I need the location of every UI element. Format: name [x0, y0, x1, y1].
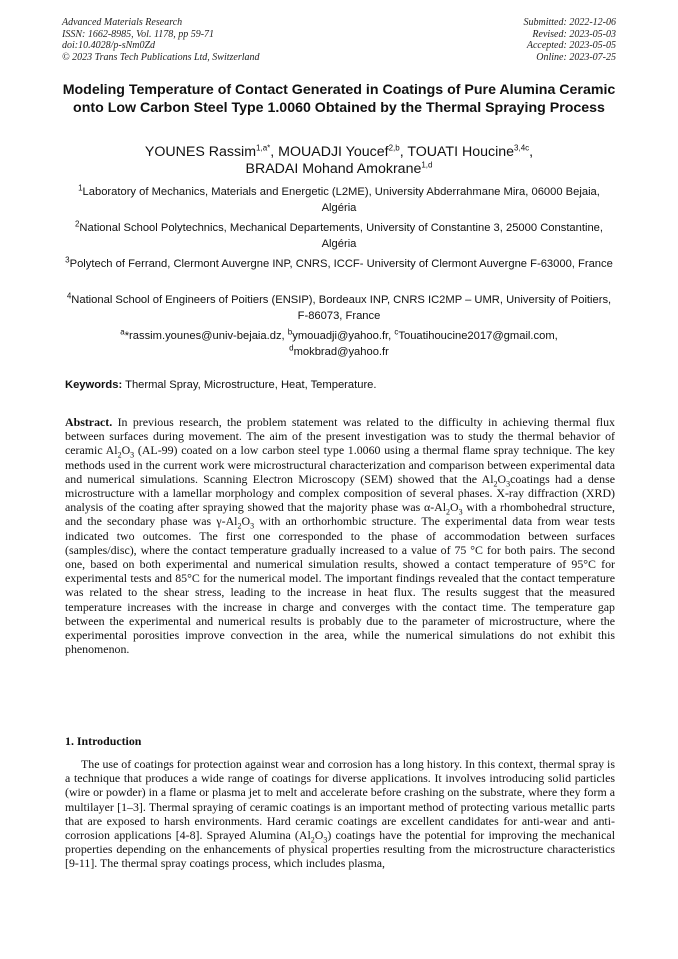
- author-list: [62, 144, 616, 178]
- author-affil-marker: 1,a*: [256, 143, 271, 153]
- affiliation-text: National School Polytechnics, Mechanical Departements, University of Constantine 3, 25000 Constantine, Algéria: [79, 222, 604, 250]
- subscript: 3: [250, 521, 255, 531]
- abstract-text: O: [121, 443, 131, 458]
- subscript: 3: [458, 507, 463, 517]
- journal-name: Advanced Materials Research: [62, 17, 183, 28]
- affiliation-text: Polytech of Ferrand, Clermont Auvergne INP, CNRS, ICCF- University of Clermont Auvergne F-63000, France: [69, 258, 613, 270]
- subscript: 2: [493, 479, 498, 489]
- abstract-text: O: [497, 471, 507, 486]
- date-accepted: Accepted: 2023-05-05: [526, 40, 616, 52]
- affiliation-number: 2: [74, 219, 80, 229]
- abstract-text: O: [450, 500, 459, 515]
- keywords: [65, 378, 615, 392]
- date-submitted: Submitted: 2022-12-06: [523, 17, 616, 28]
- author-separator: ,: [529, 144, 534, 160]
- author-separator: ,: [270, 144, 279, 160]
- body-text: O: [314, 828, 324, 843]
- keywords-label: Keywords:: [65, 379, 123, 391]
- email-link[interactable]: *rassim.younes@univ-bejaia.dz,: [124, 330, 285, 342]
- subscript: 3: [506, 479, 511, 489]
- affiliation-number: 3: [65, 255, 70, 265]
- subscript: 3: [323, 835, 328, 845]
- email-marker: c: [394, 327, 399, 337]
- affiliation-text: National School of Engineers of Poitiers (ENSIP), Bordeaux INP, CNRS IC2MP – UMR, University of Poitiers, F-86073, France: [71, 294, 612, 322]
- body-text: The use of coatings for protection against wear and corrosion has a long history. In this context, thermal spray is a technique that produces a wide range of coatings for diverse applications. It involves introducing solid particles (wire or powder) in a flame or plasma jet to melt and accelerate before crashing on the substrate, where they form a multilayer [1–3]. Thermal spraying of ceramic coatings is an important method of protecting various metallic parts that are exposed to harsh environments. Hard ceramic coatings are excellent candidates for anti-wear and anti-corrosion applications [4-8]. Sprayed Alumina (Al: [65, 757, 615, 843]
- author-name: YOUNES Rassim: [144, 144, 257, 160]
- affiliation-number: 4: [66, 291, 72, 301]
- affiliation-number: 1: [78, 183, 83, 193]
- affiliation-text: Laboratory of Mechanics, Materials and Energetic (L2ME), University Abderrahmane Mira, 06000 Bejaia, Algéria: [82, 186, 600, 214]
- abstract-label: Abstract.: [65, 415, 113, 429]
- date-online: Online: 2023-07-25: [536, 51, 616, 63]
- affiliation: [62, 257, 616, 273]
- author-name: BRADAI Mohand Amokrane: [245, 161, 422, 177]
- author-affil-marker: 1,d: [421, 160, 433, 170]
- subscript: 2: [310, 835, 315, 845]
- email-marker: a: [120, 327, 125, 337]
- journal-header-right: [524, 17, 617, 63]
- abstract-text: O: [241, 514, 251, 529]
- section-heading: 1. Introduction: [65, 734, 142, 748]
- journal-doi: doi:10.4028/p-sNm0Zd: [62, 40, 156, 52]
- introduction-text: [65, 757, 615, 871]
- abstract-text: with a rhombohedral structure, and the secondary phase was γ-Al: [65, 500, 615, 529]
- body-text: ) coatings have the potential for improving the mechanical properties depending on the enhancements of physical properties resulting from the microstructure characteristics [9-11]. The thermal spray coatings process, which includes plasma,: [65, 828, 615, 871]
- journal-copyright: © 2023 Trans Tech Publications Ltd, Switzerland: [62, 51, 260, 63]
- author-name: TOUATI Houcine: [407, 144, 515, 160]
- email-marker: b: [287, 327, 293, 337]
- affiliation: [62, 221, 616, 252]
- journal-header-left: [62, 17, 260, 63]
- keywords-text: Thermal Spray, Microstructure, Heat, Temperature.: [125, 379, 377, 391]
- subscript: 2: [446, 507, 451, 517]
- email-link[interactable]: Touatihoucine2017@gmail.com,: [398, 330, 558, 342]
- author-separator: ,: [399, 144, 408, 160]
- author-emails: [62, 329, 616, 360]
- subscript: 2: [237, 521, 242, 531]
- author-name: MOUADJI Youcef: [278, 144, 389, 160]
- abstract: [65, 415, 615, 656]
- email-marker: d: [289, 342, 294, 352]
- author-affil-marker: 3,4c: [514, 143, 530, 153]
- date-revised: Revised: 2023-05-03: [532, 28, 616, 40]
- abstract-text: with an orthorhombic structure. The experimental data from wear tests indicated two outcomes. The first one corresponded to the phase of accommodation between surfaces (samples/disc), where the contact temperature gradually increased to a value of 75 °C for both pairs. The second one, based on both experimental and numerical simulation results, showed a contact temperature of 95°C for experimental tests and 85°C for the numerical model. The important findings revealed that the contact temperature was related to the shear stress, leading to the increase in heat flux. The results suggest that the measured temperature increases with the increase in charge and converges with the contact time. The temperature gap between the experimental and numerical results is probably due to the parameter of microstructure, where the experimental porosities improve convection in the area, while the numerical simulations do not exhibit this phenomenon.: [65, 514, 615, 657]
- abstract-text: coatings had a dense microstructure with a lamellar morphology and complex composition of several phases. X-ray diffraction (XRD) analysis of the coating after spraying showed that the majority phase was α-Al: [65, 471, 615, 515]
- journal-issn: ISSN: 1662-8985, Vol. 1178, pp 59-71: [62, 28, 215, 40]
- affiliation: [62, 185, 616, 216]
- abstract-text: (AL-99) coated on a low carbon steel type 1.0060 using a thermal flame spray technique. The key methods used in the current work were microstructural characterization and comparison between experimental data and numerical simulations. Scanning Electron Microscopy (SEM) showed that the Al: [65, 443, 615, 486]
- email-link[interactable]: mokbrad@yahoo.fr: [293, 345, 389, 358]
- author-affil-marker: 2,b: [388, 143, 400, 153]
- paper-title: Modeling Temperature of Contact Generated in Coatings of Pure Alumina Ceramic onto Low Carbon Steel Type 1.0060 Obtained by the Thermal Spraying Process: [62, 82, 616, 116]
- affiliation: [62, 293, 616, 324]
- abstract-text: In previous research, the problem statement was related to the difficulty in achieving thermal flux between surfaces during movement. The aim of the present investigation was to study the thermal behavior of ceramic Al: [65, 415, 615, 458]
- subscript: 2: [117, 450, 122, 460]
- email-link[interactable]: ymouadji@yahoo.fr,: [292, 330, 392, 342]
- subscript: 3: [130, 450, 135, 460]
